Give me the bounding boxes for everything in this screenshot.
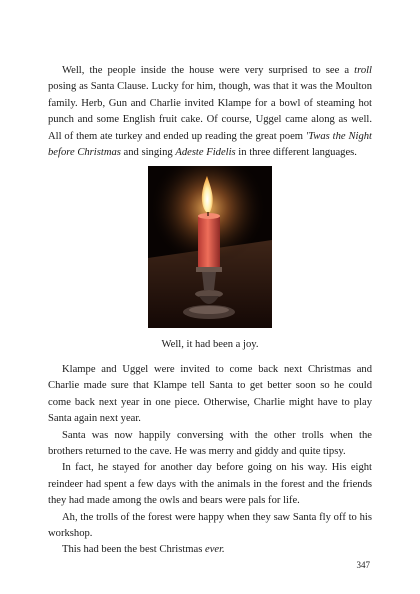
text-run: Well, the people inside the house were very surprised to see a: [62, 65, 355, 76]
italic-text: Adeste Fidelis: [175, 147, 236, 159]
candle-photo: [148, 166, 272, 328]
text-run: This had been the best Christmas: [62, 544, 205, 556]
candle-photo-svg: [148, 166, 272, 328]
text-run: posing as Santa Clause. Lucky for him, though, was that it was the Moulton family. Herb, Gun and Charlie invited Klampe for a bowl of steaming hot punch and some English fruit cake. Of course, Uggel came along as well. All of them ate turkey and ended up reading the great poem: [48, 81, 372, 142]
body-text-top: [48, 63, 372, 161]
italic-text: ever.: [205, 544, 225, 556]
paragraph: [48, 460, 372, 509]
text-run: In fact, he stayed for another day before going on his way. His eight reindeer had spent a few days with the animals in the forest and the friends they had made among the owls and bears were pals for life.: [48, 462, 372, 507]
italic-text: troll: [354, 65, 372, 76]
text-run: Klampe and Uggel were invited to come back next Christmas and Charlie made sure that Klampe tell Santa to get better soon so he could come back next year in one piece. Otherwise, Charlie might have to play Santa again next year.: [48, 364, 372, 425]
paragraph: [48, 428, 372, 461]
paragraph: [48, 362, 372, 428]
page-number: 347: [356, 560, 370, 570]
text-run: Ah, the trolls of the forest were happy when they saw Santa fly off to his workshop.: [48, 511, 372, 540]
paragraph: [48, 510, 372, 543]
paragraph: [48, 542, 372, 558]
photo-caption: Well, it had been a joy.: [161, 339, 259, 350]
text-run: in three different languages.: [235, 147, 357, 159]
paragraph: [48, 63, 372, 161]
body-text-bottom: [48, 362, 372, 559]
text-run: Santa was now happily conversing with the other trolls when the brothers returned to the cave. He was merry and giddy and quite tipsy.: [48, 429, 372, 458]
text-run: and singing: [120, 147, 176, 159]
italic-text: 'Twas the Night before Christmas: [48, 130, 372, 159]
